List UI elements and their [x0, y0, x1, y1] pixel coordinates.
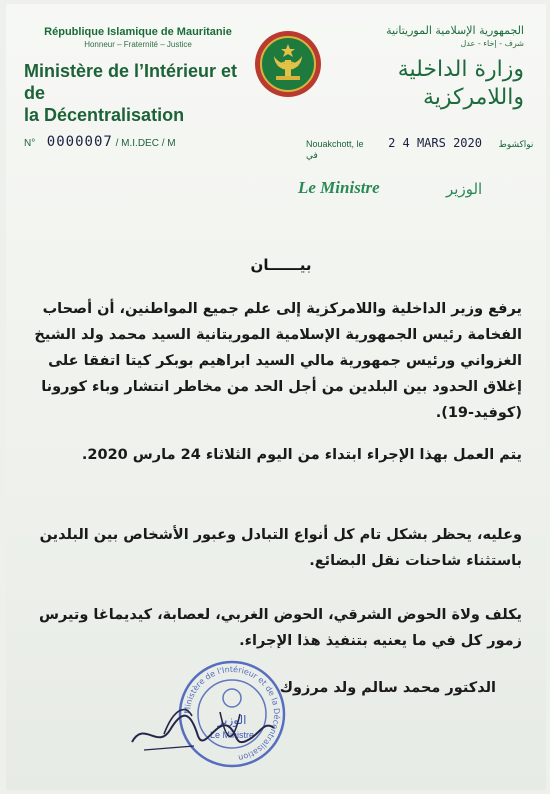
- fr-republic-name: République Islamique de Mauritanie: [44, 26, 232, 38]
- date-stamp: 2 4 MARS 2020: [388, 136, 482, 150]
- fr-motto: Honneur – Fraternité – Justice: [84, 40, 192, 49]
- reference-suffix: / M.I.DEC / M: [115, 138, 176, 149]
- statement-paragraph-2: يتم العمل بهذا الإجراء ابتداء من اليوم الثلاثاء 24 مارس 2020.: [81, 447, 522, 463]
- national-emblem-icon: [254, 30, 322, 98]
- seal-ar-text: الوزير: [217, 713, 247, 727]
- date-line: [306, 136, 546, 161]
- issuer-fr: Le Ministre: [298, 178, 380, 197]
- fr-ministry-line1: Ministère de l’Intérieur et de: [24, 61, 238, 103]
- date-place-fr: Nouakchott, le: [306, 139, 364, 149]
- statement-title: بيــــــان: [250, 256, 312, 274]
- ar-ministry-line1: وزارة الداخلية: [397, 57, 524, 82]
- statement-paragraph-4: يكلف ولاة الحوض الشرقي، الحوض الغربي، لعصابة، كيديماغا وتيرس زمور كل في ما يعنيه بتنفيذ هذا الإجراء.: [38, 607, 522, 649]
- date-place-ar: نواكشوط في: [306, 140, 534, 161]
- reference-number: [24, 134, 176, 150]
- signer-name: الدكتور محمد سالم ولد مرزوك: [279, 680, 496, 696]
- handwritten-signature: [124, 690, 294, 760]
- statement-paragraph-3: وعليه، يحظر بشكل تام كل أنواع التبادل وعبور الأشخاص بين البلدين باستثناء شاحنات نقل البضائع.: [39, 527, 522, 569]
- ar-republic-name: الجمهورية الإسلامية الموريتانية: [386, 24, 524, 37]
- ar-ministry-line2: واللامركزية: [422, 85, 524, 110]
- statement-paragraph-1: يرفع وزير الداخلية واللامركزية إلى علم جميع المواطنين، أن أصحاب الفخامة رئيس الجمهورية الإسلامية الموريتانية السيد محمد ولد الشيخ الغزواني ورئيس جمهورية مالي السيد ابراهيم بوبكر كيتا اتفقا على إغلاق الحدود بين البلدين من أجل الحد من مخاطر انتشار وباء كورونا (كوفيد-19).: [34, 301, 522, 421]
- ar-motto: شرف - إخاء - عدل: [460, 39, 524, 48]
- reference-value: 0000007: [46, 134, 113, 150]
- seal-ring-text: Ministère de l'Intérieur et de la Décentralisation: [182, 664, 282, 763]
- french-letterhead: [28, 26, 248, 49]
- letter-page: [6, 4, 546, 790]
- issuer-ar: الوزير: [446, 180, 483, 198]
- reference-prefix: N°: [24, 138, 36, 149]
- ar-ministry-name: [309, 56, 524, 112]
- arabic-letterhead: [309, 24, 524, 48]
- fr-ministry-name: [24, 60, 254, 126]
- fr-ministry-line2: la Décentralisation: [24, 105, 185, 125]
- seal-fr-text: Le Ministre: [209, 730, 255, 740]
